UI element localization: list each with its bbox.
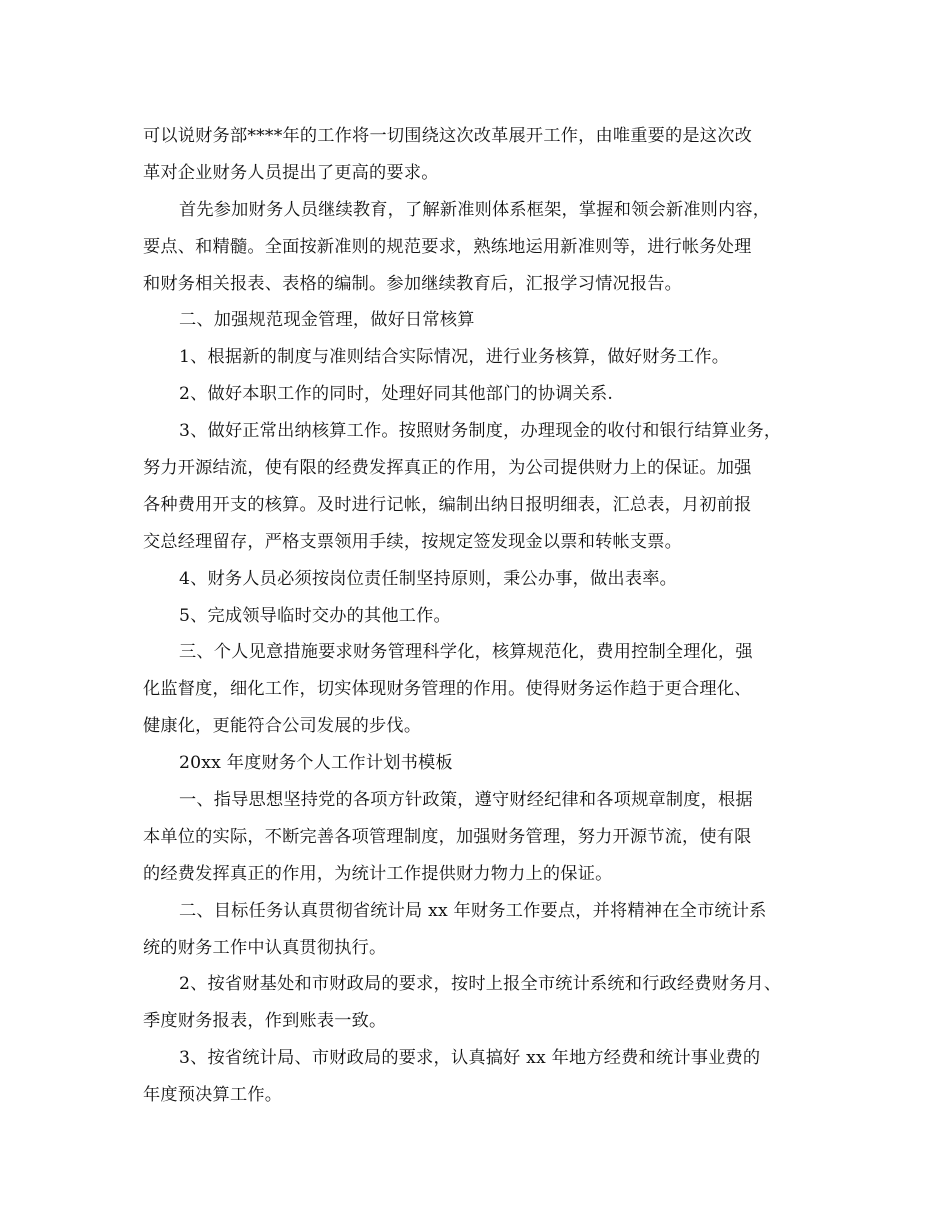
text-line: 本单位的实际，不断完善各项管理制度，加强财务管理，努力开源节流，使有限 [143,826,752,847]
text-line: 1、根据新的制度与准则结合实际情况，进行业务核算，做好财务工作。 [179,347,730,368]
text-line: 2、按省财基处和市财政局的要求，按时上报全市统计系统和行政经费财务月、 [179,974,782,995]
text-line: 二、目标任务认真贯彻省统计局 xx 年财务工作要点，并将精神在全市统计系 [179,900,767,921]
text-line: 和财务相关报表、表格的编制。参加继续教育后，汇报学习情况报告。 [143,273,683,294]
text-line: 5、完成领导临时交办的其他工作。 [179,605,451,626]
text-line: 健康化，更能符合公司发展的步伐。 [143,716,422,737]
text-line: 3、按省统计局、市财政局的要求，认真搞好 xx 年地方经费和统计事业费的 [179,1048,761,1069]
text-line: 的经费发挥真正的作用，为统计工作提供财力物力上的保证。 [143,863,613,884]
text-line: 首先参加财务人员继续教育，了解新准则体系框架，掌握和领会新准则内容， [179,199,771,220]
text-line: 交总经理留存，严格支票领用手续，按规定签发现金以票和转帐支票。 [143,531,683,552]
text-line: 季度财务报表，作到账表一致。 [143,1011,387,1032]
document-body [143,118,823,1114]
text-line: 3、做好正常出纳核算工作。按照财务制度，办理现金的收付和银行结算业务， [179,421,782,442]
text-line: 统的财务工作中认真贯彻执行。 [143,937,387,958]
text-line: 可以说财务部****年的工作将一切围绕这次改革展开工作，由唯重要的是这次改 [143,126,752,146]
text-line: 年度预决算工作。 [143,1085,283,1106]
text-line: 革对企业财务人员提出了更高的要求。 [143,162,439,183]
text-line: 化监督度，细化工作，切实体现财务管理的作用。使得财务运作趋于更合理化、 [143,679,752,700]
text-line: 努力开源结流，使有限的经费发挥真正的作用，为公司提供财力上的保证。加强 [143,458,752,479]
text-line: 二、加强规范现金管理，做好日常核算 [179,310,475,331]
text-line: 要点、和精髓。全面按新准则的规范要求，熟练地运用新准则等，进行帐务处理 [143,236,752,257]
text-line: 20xx 年度财务个人工作计划书模板 [179,753,453,774]
text-line: 4、财务人员必须按岗位责任制坚持原则，秉公办事，做出表率。 [179,568,677,589]
text-line: 一、指导思想坚持党的各项方针政策，遵守财经纪律和各项规章制度，根据 [179,790,753,811]
text-line: 三、个人见意措施要求财务管理科学化，核算规范化，费用控制全理化，强 [179,642,753,663]
text-line: 各种费用开支的核算。及时进行记帐，编制出纳日报明细表，汇总表，月初前报 [143,494,752,515]
text-line: 2、做好本职工作的同时，处理好同其他部门的协调关系. [179,384,614,405]
